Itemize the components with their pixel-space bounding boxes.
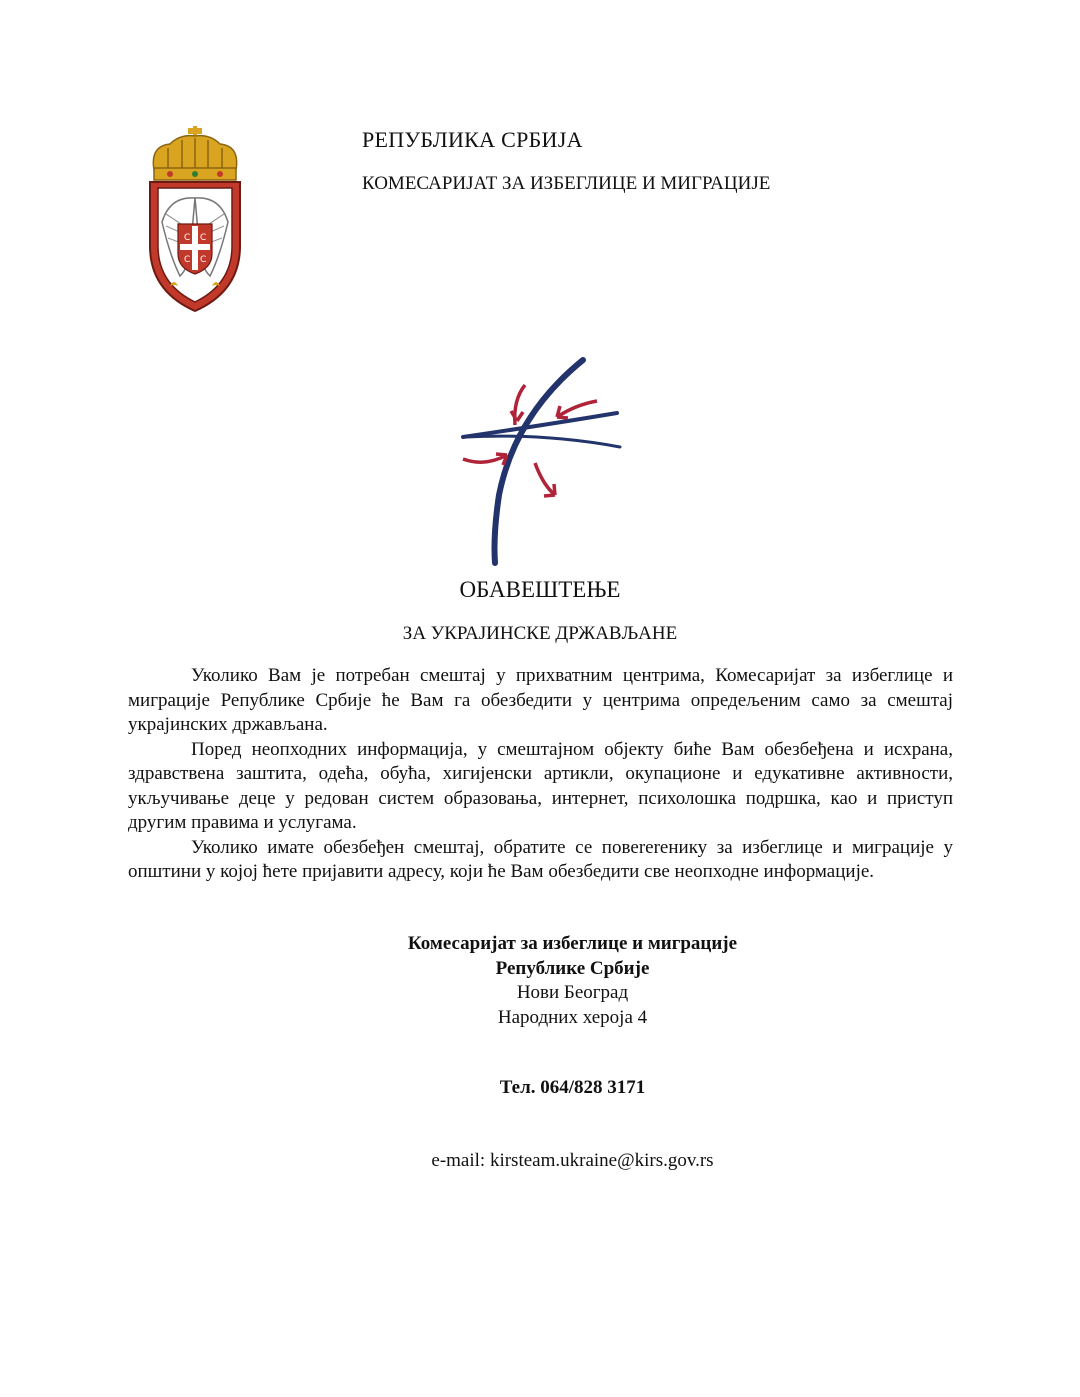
paragraph-accommodation: Уколико Вам је потребан смештај у прихватним центрима, Комесаријат за избеглице и миграције Републике Србије ће Вам га обезбедити у центрима опредељеним само за смештај украјинских држављана. xyxy=(128,665,953,735)
svg-text:С: С xyxy=(200,255,207,265)
signature-city: Нови Београд xyxy=(516,982,629,1003)
paragraph-services: Поред неопходних информација, у смештајном објекту биће Вам обезбеђена и исхрана, здравствена заштита, одећа, обућа, хигијенски артикли, окупационе и едукативне активности, укључивање деце у редован систем образовања, интернет, психолошка подршка, као и приступ другим правима и услугама. xyxy=(128,738,953,833)
signature-org-line2: Републике Србије xyxy=(495,957,650,979)
signature-street: Народних хероја 4 xyxy=(497,1006,648,1028)
header-title: РЕПУБЛИКА СРБИЈА xyxy=(362,127,583,152)
paragraph-commissioner: Уколико имате обезбеђен смештај, обратите се повererенику за избеглице и миграције у општини у којој ћете пријавити адресу, који ће Вам обезбедити све неопходне информације. xyxy=(128,836,953,882)
notice-body xyxy=(128,664,953,885)
serbia-coat-of-arms-icon xyxy=(140,126,250,316)
header-subtitle: КОМЕСАРИЈАТ ЗА ИЗБЕГЛИЦЕ И МИГРАЦИЈЕ xyxy=(362,173,771,194)
svg-text:С: С xyxy=(184,233,191,243)
email-address: e-mail: kirsteam.ukraine@kirs.gov.rs xyxy=(431,1150,714,1171)
commissariat-logo-icon xyxy=(455,355,630,570)
svg-text:С: С xyxy=(184,255,191,265)
notice-subtitle: ЗА УКРАЈИНСКЕ ДРЖАВЉАНЕ xyxy=(402,623,678,644)
svg-text:С: С xyxy=(200,233,207,243)
signature-block xyxy=(330,932,815,1030)
phone-number: Тел. 064/828 3171 xyxy=(499,1077,646,1098)
signature-org-line1: Комесаријат за избеглице и миграције xyxy=(407,933,738,954)
notice-title: ОБАВЕШТЕЊЕ xyxy=(459,577,621,602)
